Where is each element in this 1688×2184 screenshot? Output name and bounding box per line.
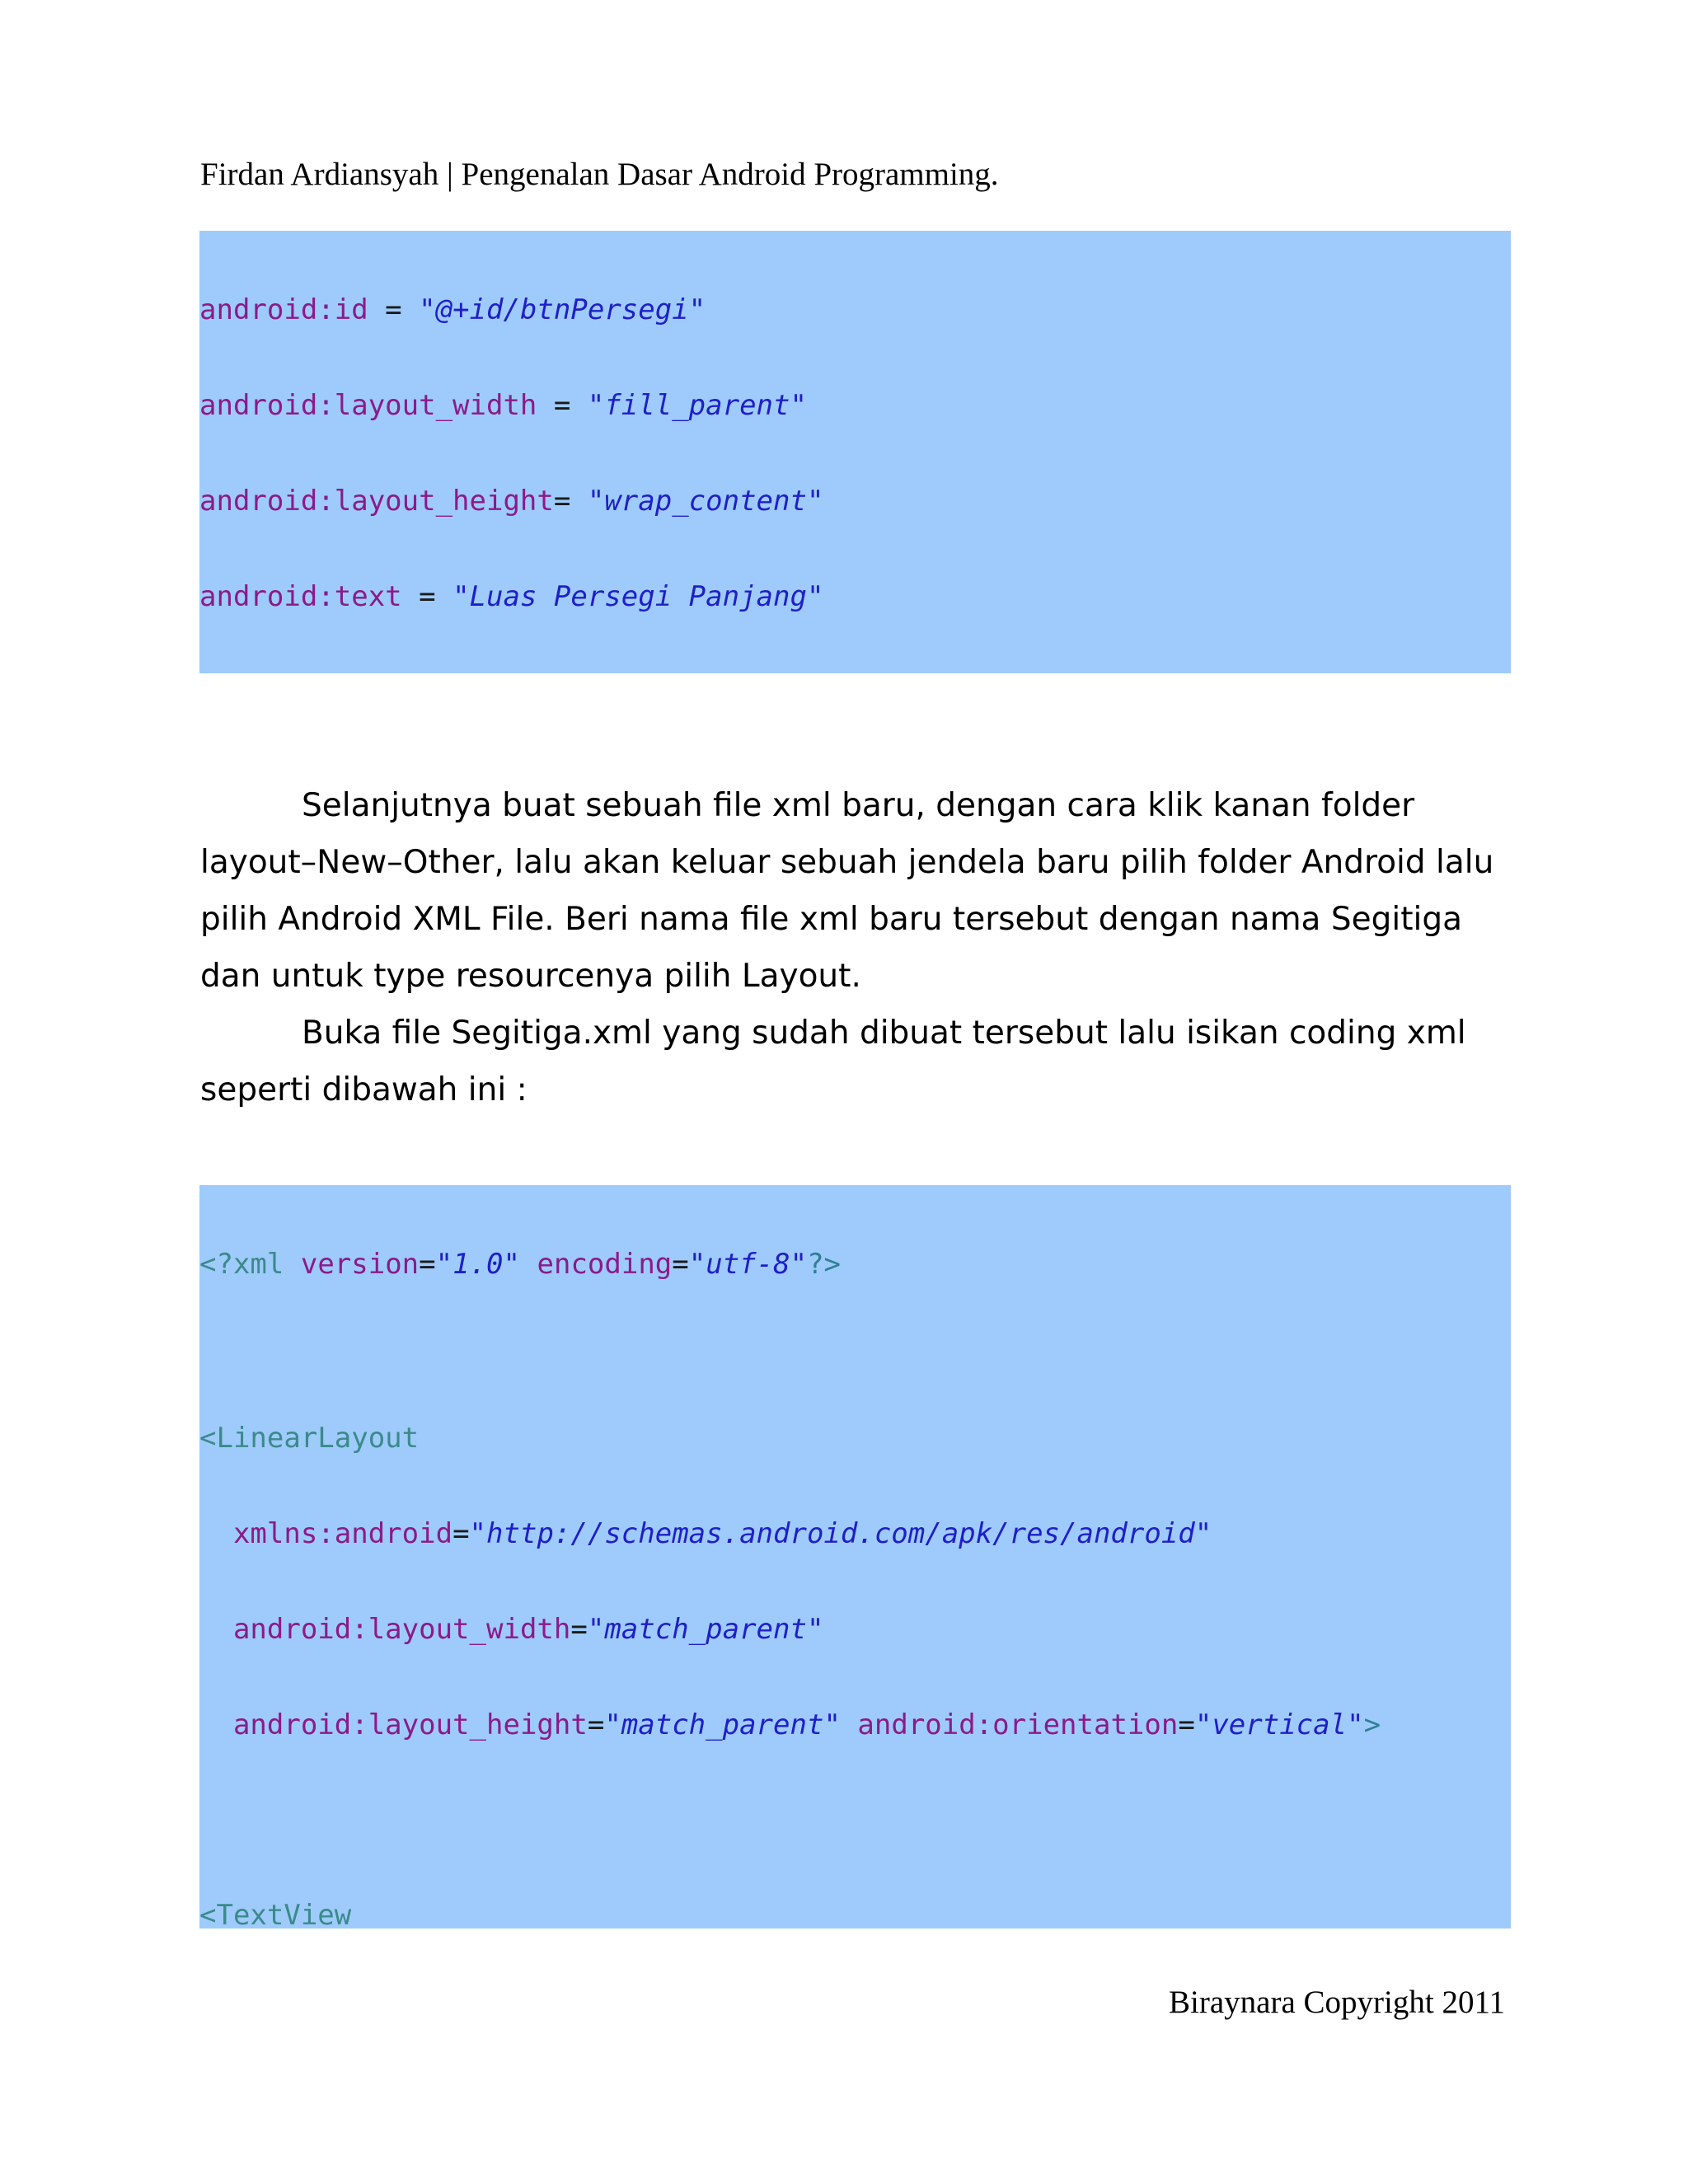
code-line: android:text = "Luas Persegi Panjang": [199, 579, 824, 613]
code-line: <TextView: [199, 1899, 352, 1929]
code-block-2: [199, 1185, 1511, 1929]
code-line: android:layout_height="match_parent" android:orientation="vertical">: [232, 1708, 1381, 1741]
code-line: android:id = "@+id/btnPersegi": [199, 293, 706, 327]
code-line: android:layout_width = "fill_parent": [199, 388, 807, 422]
paragraph-2: Buka file Segitiga.xml yang sudah dibuat tersebut lalu isikan coding xml seperti dibawah ini :: [200, 1015, 1466, 1108]
page-header: Firdan Ardiansyah | Pengenalan Dasar Android Programming.: [200, 157, 999, 192]
code-line: <?xml version="1.0" encoding="utf-8"?>: [199, 1248, 842, 1282]
paragraph-1: Selanjutnya buat sebuah file xml baru, dengan cara klik kanan folder layout–New–Other, lalu akan keluar sebuah jendela baru pilih folder Android lalu pilih Android XML File. Beri nama file xml baru tersebut dengan nama Segitiga dan untuk type resourcenya pilih Layout.: [200, 787, 1494, 995]
page-footer: Biraynara Copyright 2011: [1169, 1985, 1505, 2020]
code-block-1: [199, 231, 1511, 673]
body-text: [200, 777, 1519, 1118]
code-line: <LinearLayout: [199, 1422, 420, 1455]
code-line: android:layout_height= "wrap_content": [199, 484, 824, 518]
code-line: xmlns:android="http://schemas.android.com/apk/res/android": [232, 1516, 1212, 1550]
code-line: android:layout_width="match_parent": [232, 1612, 824, 1646]
